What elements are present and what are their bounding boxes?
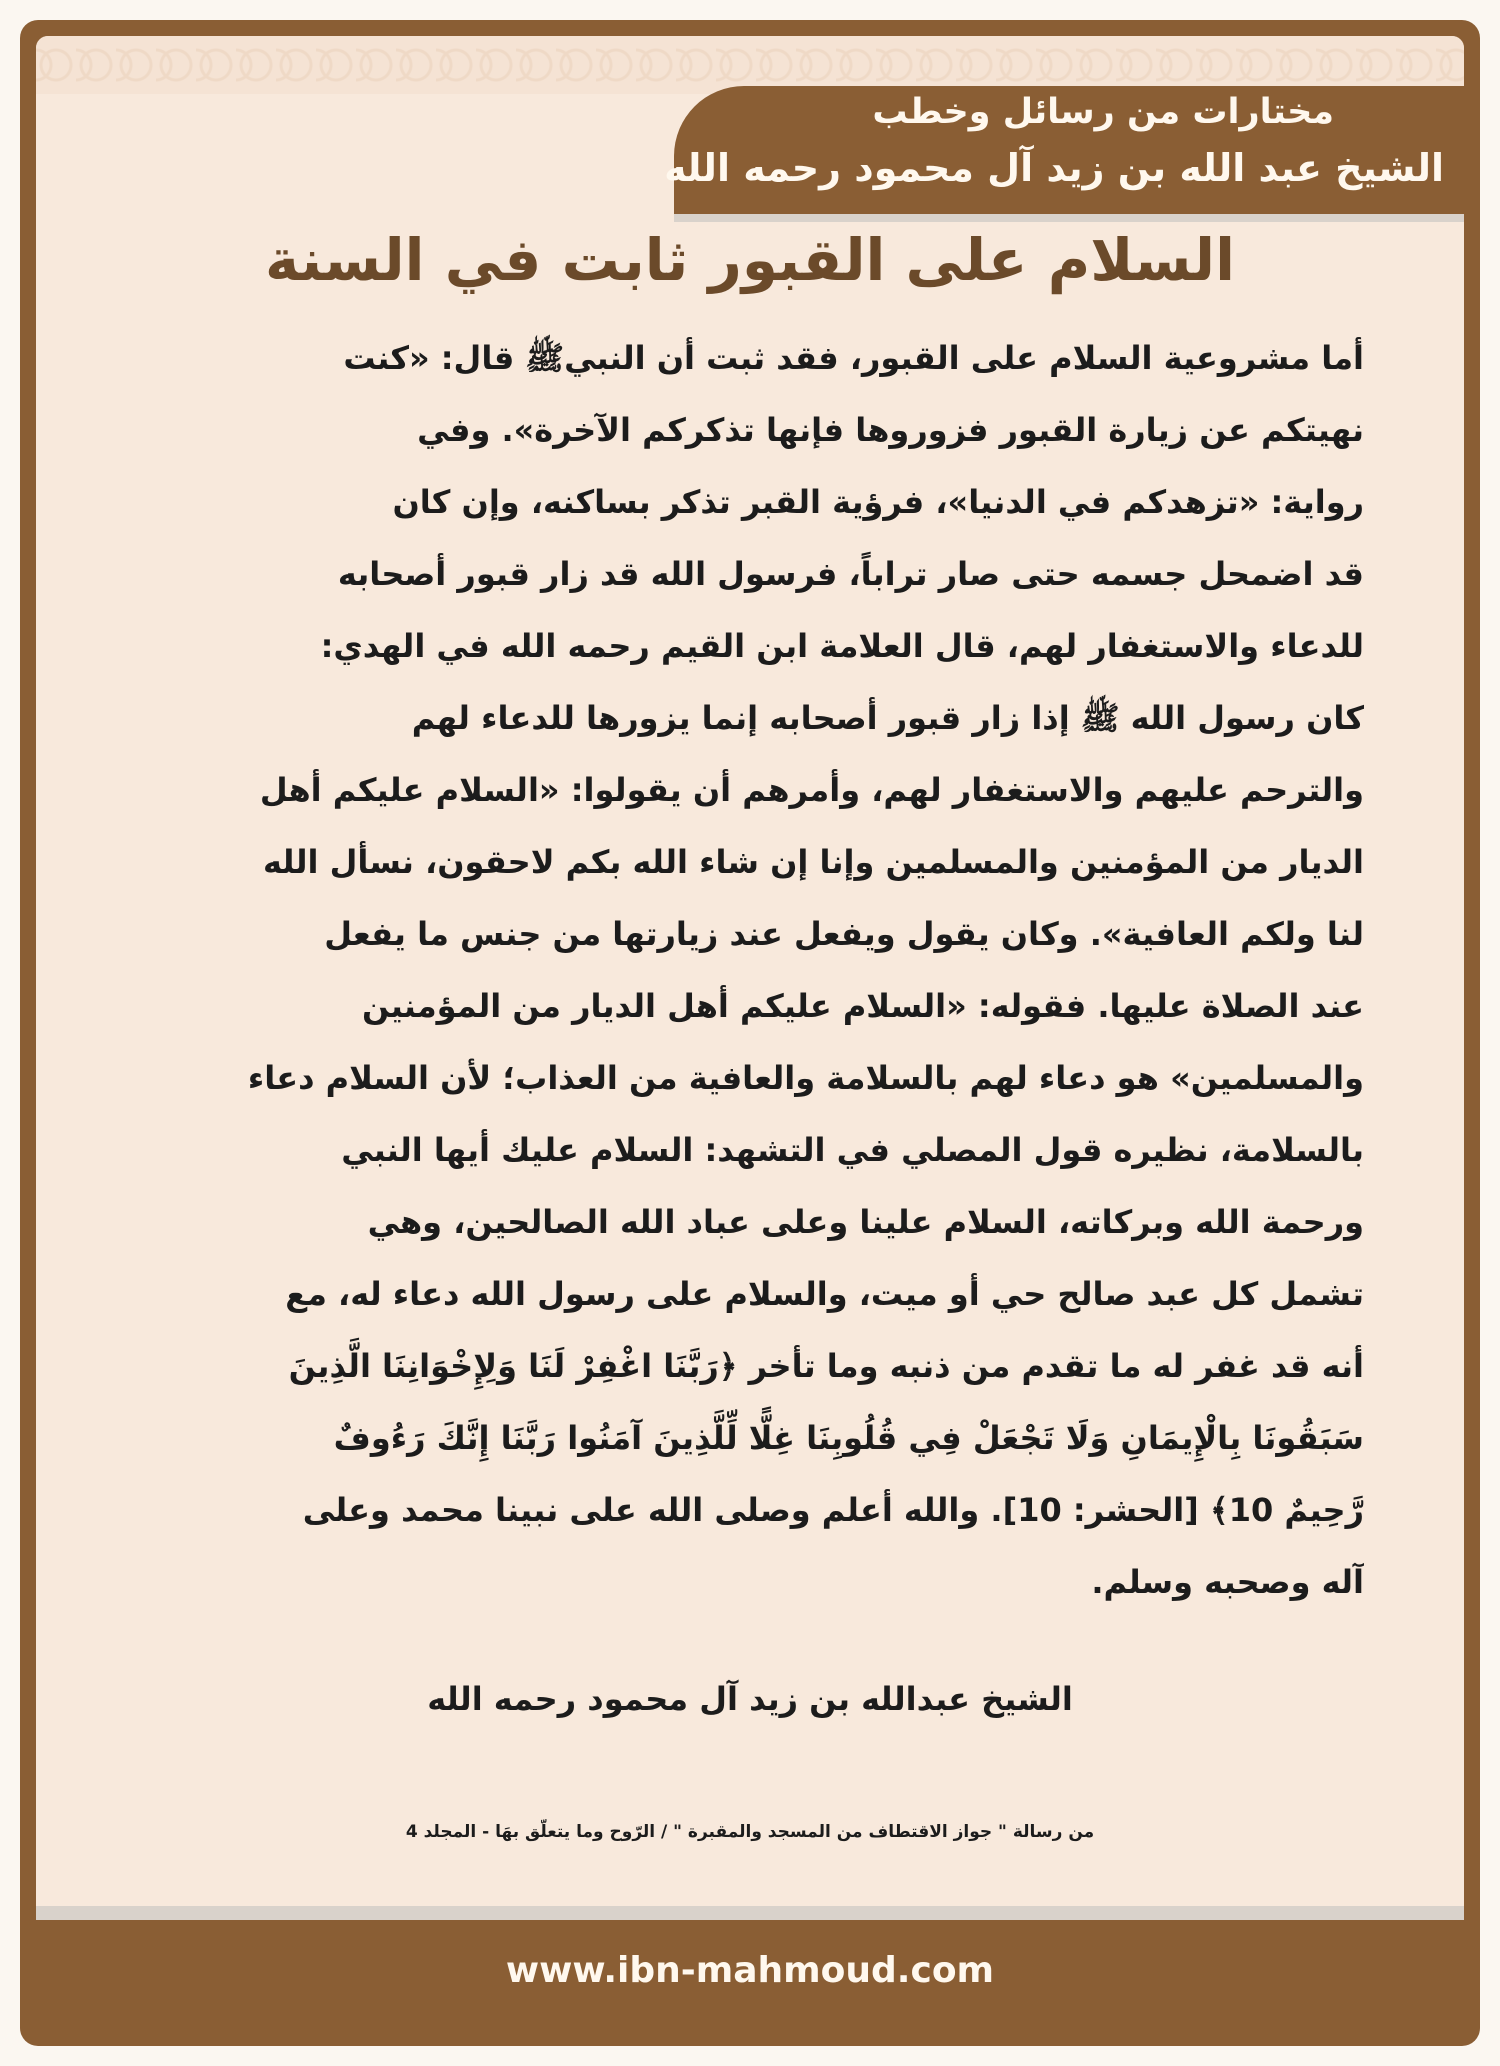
body-line: أنه قد غفر له ما تقدم من ذنبه وما تأخر ﴿رَبَّنَا اغْفِرْ لَنَا وَلِإِخْوَانِنَا الَّذِينَ xyxy=(288,1347,1364,1385)
website-url: www.ibn-mahmoud.com xyxy=(505,1950,995,1991)
body-line: والمسلمين» هو دعاء لهم بالسلامة والعافية من العذاب؛ لأن السلام دعاء xyxy=(247,1059,1364,1097)
body-line: تشمل كل عبد صالح حي أو ميت، والسلام على رسول الله دعاء له، مع xyxy=(285,1275,1364,1313)
signature: الشيخ عبدالله بن زيد آل محمود رحمه الله xyxy=(427,1680,1073,1718)
body-line: أما مشروعية السلام على القبور، فقد ثبت أن النبيﷺ قال: «كنت xyxy=(343,339,1364,377)
author-name-header: الشيخ عبد الله بن زيد آل محمود رحمه الله xyxy=(664,146,1444,190)
series-title: مختارات من رسائل وخطب xyxy=(872,92,1334,132)
body-line: رواية: «تزهدكم في الدنيا»، فرؤية القبر تذكر بساكنه، وإن كان xyxy=(392,483,1364,521)
body-line: كان رسول الله ﷺ إذا زار قبور أصحابه إنما يزورها للدعاء لهم xyxy=(411,699,1364,737)
body-line: لنا ولكم العافية». وكان يقول ويفعل عند زيارتها من جنس ما يفعل xyxy=(324,915,1364,953)
body-line: آله وصحبه وسلم. xyxy=(1091,1563,1364,1601)
body-line: الديار من المؤمنين والمسلمين وإنا إن شاء الله بكم لاحقون، نسأل الله xyxy=(262,843,1364,881)
body-line: للدعاء والاستغفار لهم، قال العلامة ابن القيم رحمه الله في الهدي: xyxy=(320,627,1364,665)
body-line: رَّحِيمٌ 10﴾ [الحشر: 10]. والله أعلم وصلى الله على نبينا محمد وعلى xyxy=(302,1491,1364,1529)
header-banner xyxy=(664,86,1464,214)
body-line: والترحم عليهم والاستغفار لهم، وأمرهم أن يقولوا: «السلام عليكم أهل xyxy=(259,771,1364,809)
body-line: سَبَقُونَا بِالْإِيمَانِ وَلَا تَجْعَلْ فِي قُلُوبِنَا غِلًّا لِّلَّذِينَ آمَنُوا رَبَّنَا إِنَّكَ رَءُوفٌ xyxy=(333,1419,1364,1457)
article-body xyxy=(130,322,1364,1618)
footer-divider xyxy=(36,1906,1464,1920)
content-panel xyxy=(36,36,1464,1906)
body-line: نهيتكم عن زيارة القبور فزوروها فإنها تذكركم الآخرة». وفي xyxy=(417,411,1364,449)
source-citation: من رسالة " جواز الاقتطاف من المسجد والمقبرة " / الرّوح وما يتعلّق بهَا - المجلد 4 xyxy=(405,1822,1095,1842)
body-line: عند الصلاة عليها. فقوله: «السلام عليكم أهل الديار من المؤمنين xyxy=(361,987,1364,1025)
body-line: ورحمة الله وبركاته، السلام علينا وعلى عباد الله الصالحين، وهي xyxy=(367,1203,1364,1241)
body-line: بالسلامة، نظيره قول المصلي في التشهد: السلام عليك أيها النبي xyxy=(341,1131,1364,1169)
article-title: السلام على القبور ثابت في السنة xyxy=(265,226,1235,294)
body-line: قد اضمحل جسمه حتى صار تراباً، فرسول الله قد زار قبور أصحابه xyxy=(337,555,1364,593)
